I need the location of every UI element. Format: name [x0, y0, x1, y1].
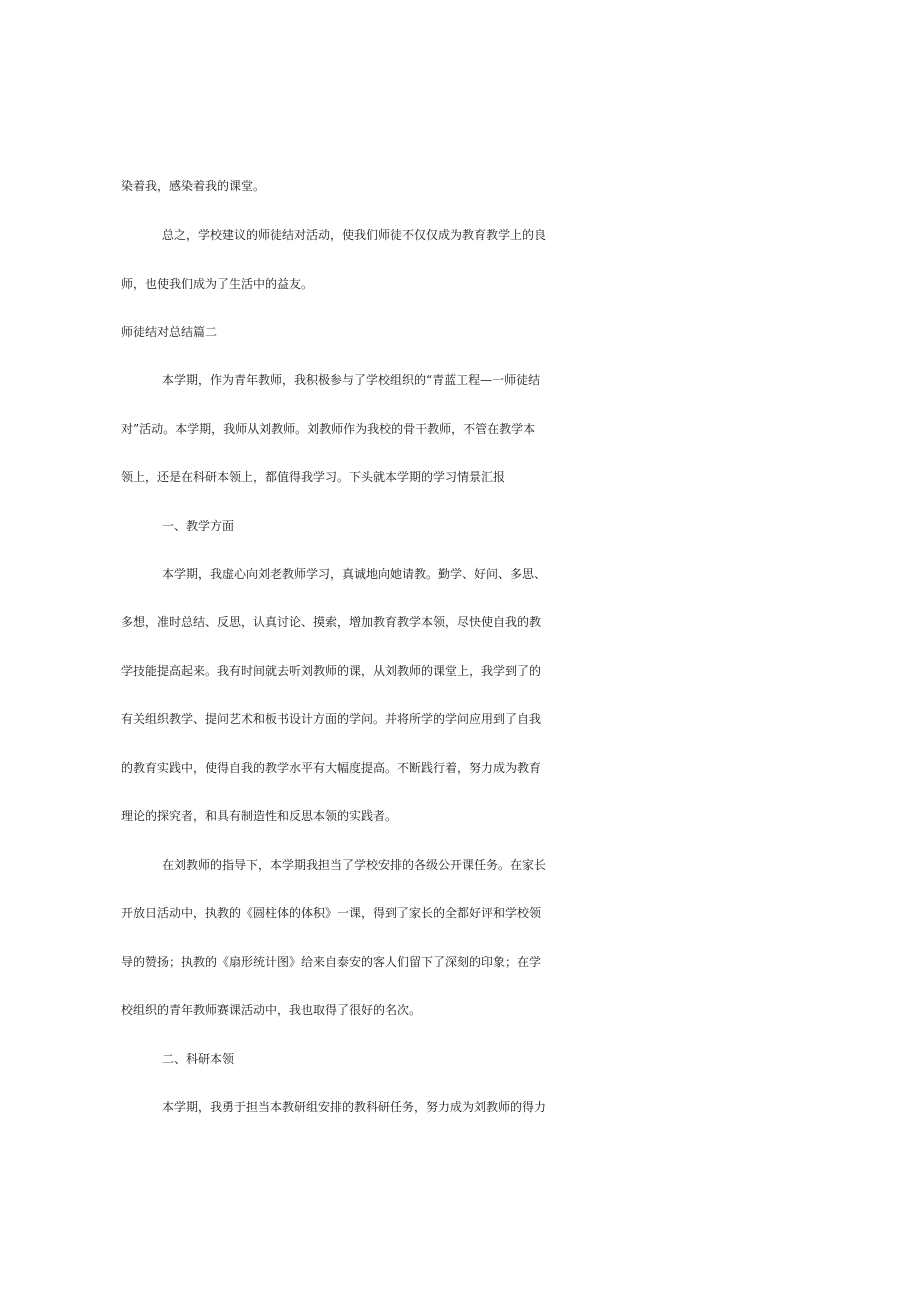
text-line: 学技能提高起来。我有时间就去听刘教师的课，从刘教师的课堂上，我学到了的 — [121, 664, 542, 678]
paragraph-start: 在刘教师的指导下，本学期我担当了学校安排的各级公开课任务。在家长 — [162, 858, 547, 872]
text-line: 校组织的青年教师赛课活动中，我也取得了很好的名次。 — [121, 1003, 422, 1017]
paragraph-start: 本学期，作为青年教师，我积极参与了学校组织的“青蓝工程—一师徒结 — [162, 373, 541, 387]
text-line: 师，也使我们成为了生活中的益友。 — [121, 277, 314, 291]
text-line: 导的赞扬；执教的《扇形统计图》给来自泰安的客人们留下了深刻的印象；在学 — [121, 955, 542, 969]
text-line: 多想，准时总结、反思，认真讨论、摸索，增加教育教学本领，尽快使自我的教 — [121, 615, 542, 629]
paragraph-start: 本学期，我勇于担当本教研组安排的教科研任务，努力成为刘教师的得力 — [162, 1100, 547, 1114]
text-line: 有关组织教学、提问艺术和板书设计方面的学问。并将所学的学问应用到了自我 — [121, 712, 542, 726]
text-line: 领上，还是在科研本领上，都值得我学习。下头就本学期的学习情景汇报 — [121, 470, 506, 484]
text-line: 染着我，感染着我的课堂。 — [121, 179, 266, 193]
paragraph-start: 本学期，我虚心向刘老教师学习，真诚地向她请教。勤学、好问、多思、 — [162, 567, 547, 581]
text-line: 对”活动。本学期，我师从刘教师。刘教师作为我校的骨干教师，不管在教学本 — [121, 422, 536, 436]
section-heading: 师徒结对总结篇二 — [121, 325, 218, 339]
paragraph-start: 总之，学校建议的师徒结对活动，使我们师徒不仅仅成为教育教学上的良 — [162, 228, 547, 242]
text-line: 理论的探究者，和具有制造性和反思本领的实践者。 — [121, 809, 398, 823]
text-line: 开放日活动中，执教的《圆柱体的体积》一课，得到了家长的全都好评和学校领 — [121, 906, 542, 920]
subsection-heading: 二、科研本领 — [162, 1052, 235, 1066]
subsection-heading: 一、教学方面 — [162, 519, 235, 533]
text-line: 的教育实践中，使得自我的教学水平有大幅度提高。不断践行着，努力成为教育 — [121, 761, 542, 775]
